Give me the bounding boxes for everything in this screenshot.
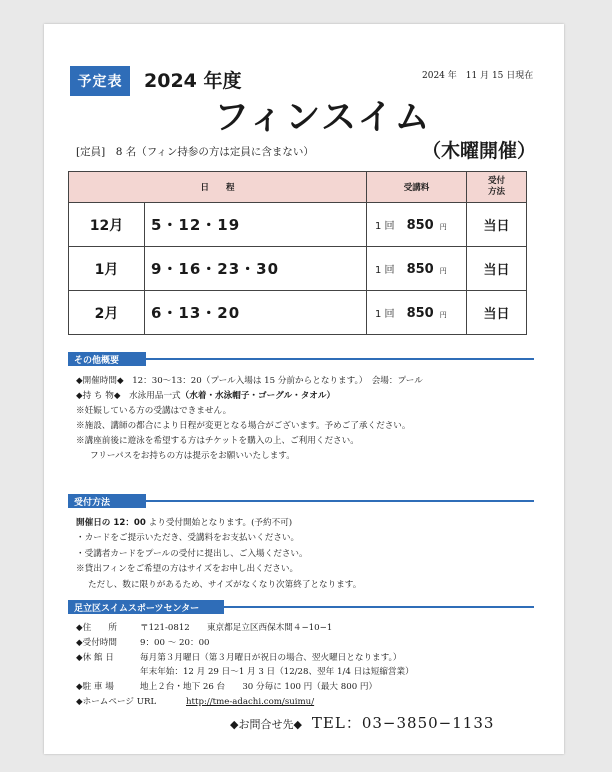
apply-cell: 当日 [467, 247, 527, 291]
fiscal-year: 2024 年度 [144, 70, 242, 92]
fee-cell [367, 247, 467, 291]
fee-price: 850 [406, 305, 434, 321]
web-label: ◆ホームページ URL [76, 697, 157, 707]
fee-unit: 円 [439, 266, 447, 275]
contact-label: ◆お問合せ先◆ [230, 718, 302, 731]
overview-note: ※施設、講師の都合により日程が変更となる場合がございます。予めご了承ください。 [76, 421, 411, 431]
dates-cell: 6・13・20 [145, 291, 367, 335]
center-parking [76, 680, 377, 692]
time-label: ◆開催時間◆ [76, 376, 124, 386]
closed-value: 毎月第３月曜日（第３月曜日が祝日の場合、翌火曜日となります。） [140, 653, 402, 663]
dates-cell: 9・16・23・30 [145, 247, 367, 291]
month-cell: 1月 [69, 247, 145, 291]
items-text: 水泳用品一式 [129, 391, 181, 401]
reception-lead-rest: より受付開始となります。(予約不可) [148, 518, 293, 528]
held-on-thursday: （木曜開催） [422, 140, 537, 162]
schedule-header-row [69, 172, 527, 203]
month-cell: 12月 [69, 203, 145, 247]
overview-rule [146, 358, 534, 360]
flyer-page [44, 24, 564, 754]
items-label: ◆持 ち 物◆ [76, 391, 121, 401]
reception-line: ※貸出フィンをご希望の方はサイズをお申し出ください。 [76, 564, 299, 574]
center-hours [76, 636, 210, 648]
apply-header: 受付 方法 [467, 172, 527, 203]
overview-note: ※妊娠している方の受講はできません。 [76, 406, 232, 416]
reception-lead-bold: 開催日の 12：00 [76, 518, 146, 528]
items-detail: （水着・水泳帽子・ゴーグル・タオル） [180, 391, 336, 401]
parking-label: ◆駐 車 場 [76, 682, 114, 692]
fee-unit: 円 [439, 310, 447, 319]
fee-cell [367, 291, 467, 335]
time-text: 12：30〜13：20（プール入場は 15 分前からとなります。） 会場：プール [132, 376, 423, 386]
center-web [76, 695, 314, 707]
center-closed-extra: 年末年始：12 月 29 日〜1 月 3 日（12/28、翌年 1/4 日は短縮営業） [140, 667, 414, 677]
table-row [69, 291, 527, 335]
closed-label: ◆休 館 日 [76, 653, 114, 663]
fee-cell [367, 203, 467, 247]
table-row [69, 247, 527, 291]
fee-price: 850 [406, 217, 434, 233]
reception-line: ・カードをご提示いただき、受講料をお支払いください。 [76, 533, 300, 543]
overview-note: ※講座前後に遊泳を希望する方はチケットを購入の上、ご利用ください。 [76, 436, 359, 446]
month-cell: 2月 [69, 291, 145, 335]
dates-cell: 5・12・19 [145, 203, 367, 247]
addr-value: 〒121-0812 東京都足立区西保木間４−10−1 [140, 623, 333, 633]
overview-time [76, 374, 423, 386]
fee-unit: 円 [439, 222, 447, 231]
center-rule [224, 606, 534, 608]
capacity-note: [定員] 8 名（フィン持参の方は定員に含まない） [76, 146, 314, 158]
center-address [76, 621, 332, 633]
fee-price: 850 [406, 261, 434, 277]
fee-times: 1 回 [375, 308, 395, 320]
page-title: フィンスイム [214, 98, 432, 138]
overview-note: フリーパスをお持ちの方は提示をお願いいたします。 [90, 451, 295, 461]
hours-value: 9：00 〜 20：00 [140, 638, 210, 648]
overview-items [76, 389, 335, 401]
fee-times: 1 回 [375, 264, 395, 276]
hours-label: ◆受付時間 [76, 638, 117, 648]
fee-times: 1 回 [375, 220, 395, 232]
contact [230, 712, 494, 733]
parking-value: 地上２台・地下 26 台 30 分毎に 100 円（最大 800 円） [140, 682, 378, 692]
center-heading: 足立区スイムスポーツセンター [68, 600, 224, 614]
as-of-date: 2024 年 11 月 15 日現在 [422, 71, 534, 81]
reception-line: ただし、数に限りがあるため、サイズがなくなり次第終了となります。 [88, 580, 362, 590]
contact-phone[interactable]: TEL：03−3850−1133 [311, 714, 495, 732]
dates-header: 日 程 [69, 172, 367, 203]
addr-label: ◆住 所 [76, 623, 117, 633]
center-closed [76, 651, 401, 663]
reception-rule [146, 500, 534, 502]
reception-heading: 受付方法 [68, 494, 146, 508]
overview-heading: その他概要 [68, 352, 146, 366]
apply-cell: 当日 [467, 291, 527, 335]
schedule-table [68, 171, 527, 335]
table-row [69, 203, 527, 247]
reception-lead [76, 516, 292, 528]
reception-line: ・受講者カードをプールの受付に提出し、ご入場ください。 [76, 549, 308, 559]
schedule-badge: 予定表 [70, 66, 130, 96]
fee-header: 受講料 [367, 172, 467, 203]
apply-cell: 当日 [467, 203, 527, 247]
homepage-link[interactable]: http://tme-adachi.com/suimu/ [186, 697, 315, 707]
